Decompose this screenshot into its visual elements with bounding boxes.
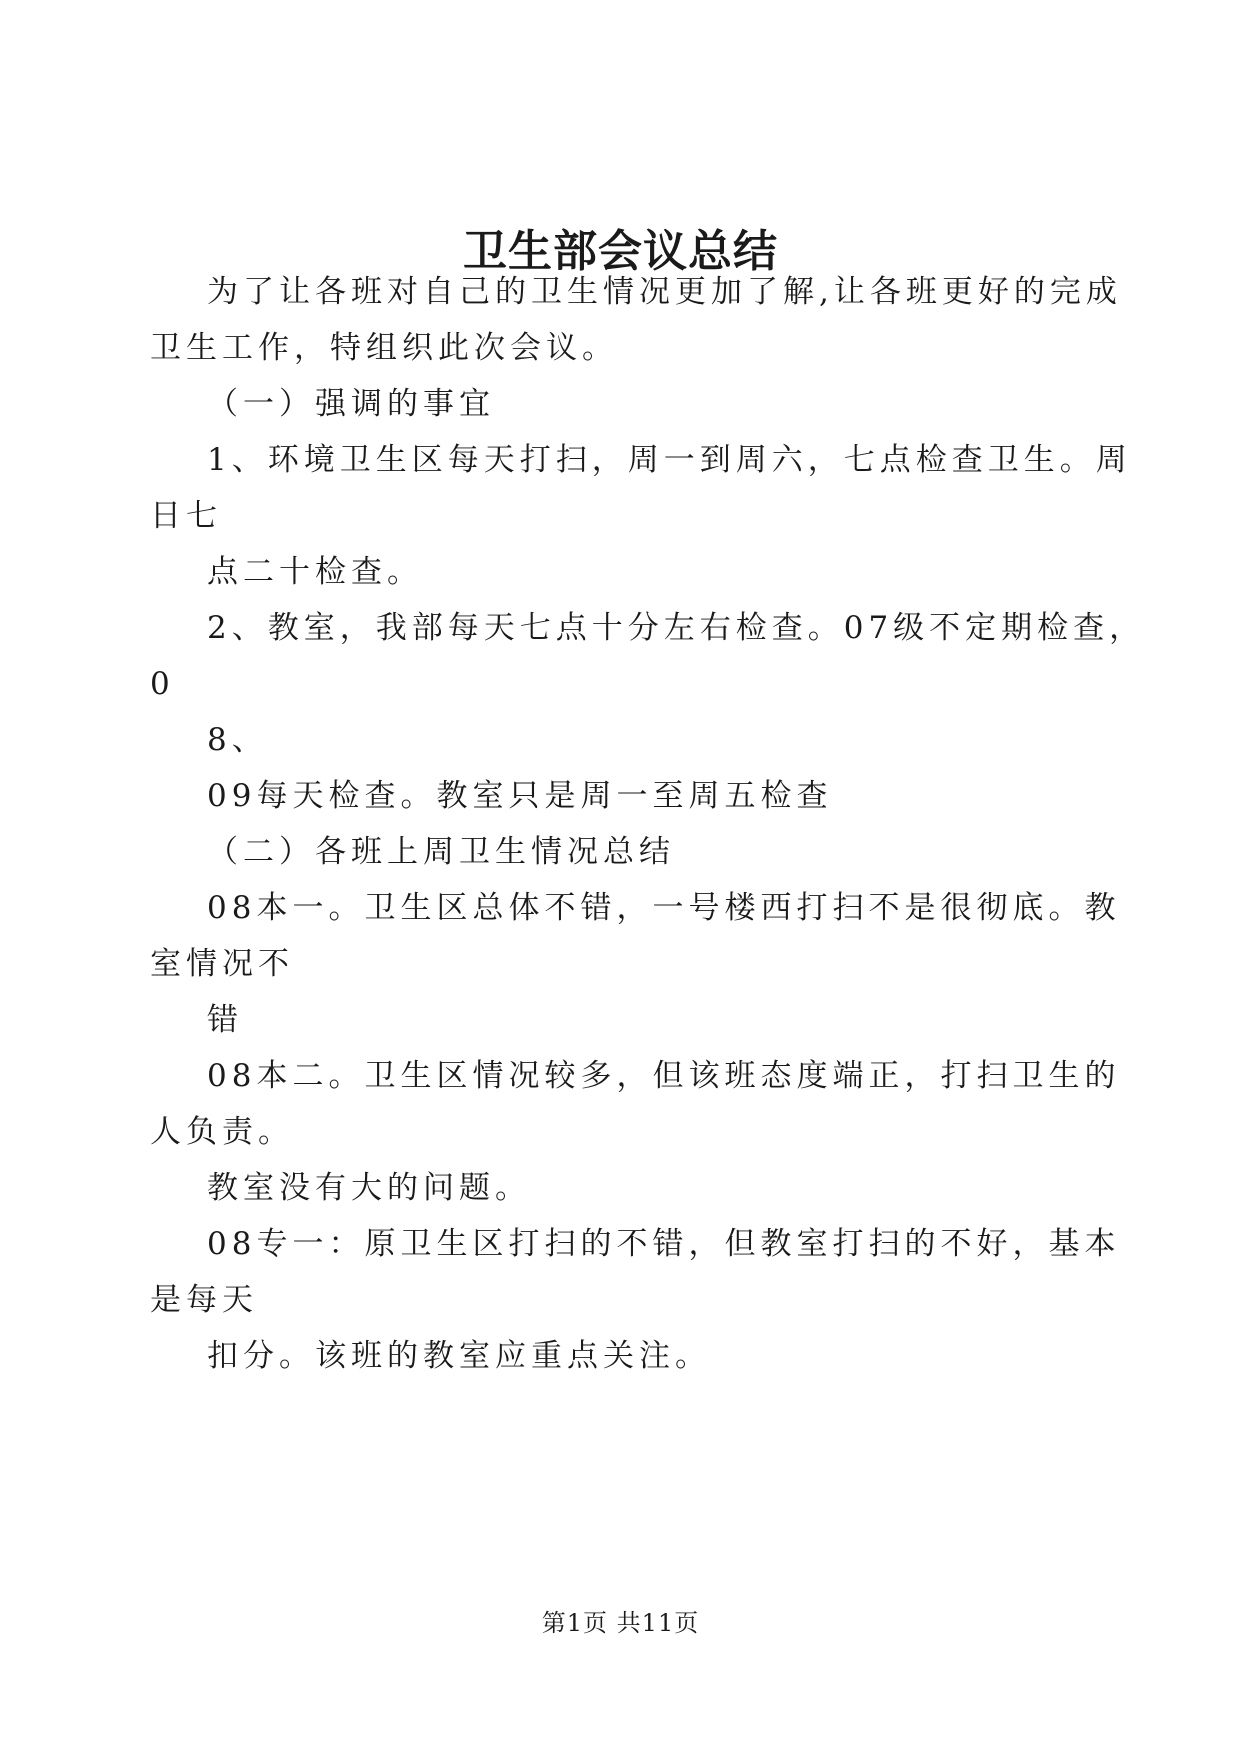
- section-heading: （一）强调的事宜: [207, 386, 495, 422]
- paragraph-line: 是每天: [150, 1282, 258, 1318]
- paragraph-line: 09每天检查。教室只是周一至周五检查: [207, 778, 833, 814]
- paragraph-line: 1、环境卫生区每天打扫，周一到周六，七点检查卫生。周: [207, 442, 1132, 478]
- paragraph-line: 8、: [207, 722, 268, 758]
- document-title: 卫生部会议总结: [463, 226, 778, 277]
- paragraph-line: 为了让各班对自己的卫生情况更加了解,让各班更好的完成: [207, 274, 1122, 310]
- paragraph-line: 点二十检查。: [207, 554, 423, 590]
- page-number-footer: 第1页 共11页: [541, 1609, 700, 1637]
- paragraph-line: 错: [207, 1002, 243, 1038]
- paragraph-line: 2、教室，我部每天七点十分左右检查。07级不定期检查，: [207, 610, 1146, 646]
- paragraph-line: 人负责。: [150, 1114, 294, 1150]
- paragraph-line: 卫生工作，特组织此次会议。: [150, 330, 618, 366]
- paragraph-line: 08本一。卫生区总体不错，一号楼西打扫不是很彻底。教: [207, 890, 1121, 926]
- section-heading: （二）各班上周卫生情况总结: [207, 834, 675, 870]
- paragraph-line: 08本二。卫生区情况较多，但该班态度端正，打扫卫生的: [207, 1058, 1121, 1094]
- paragraph-line: 室情况不: [150, 946, 294, 982]
- paragraph-line: 0: [150, 666, 175, 702]
- paragraph-line: 08专一：原卫生区打扫的不错，但教室打扫的不好，基本: [207, 1226, 1121, 1262]
- paragraph-line: 扣分。该班的教室应重点关注。: [207, 1338, 711, 1374]
- paragraph-line: 日七: [150, 498, 222, 534]
- paragraph-line: 教室没有大的问题。: [207, 1170, 531, 1206]
